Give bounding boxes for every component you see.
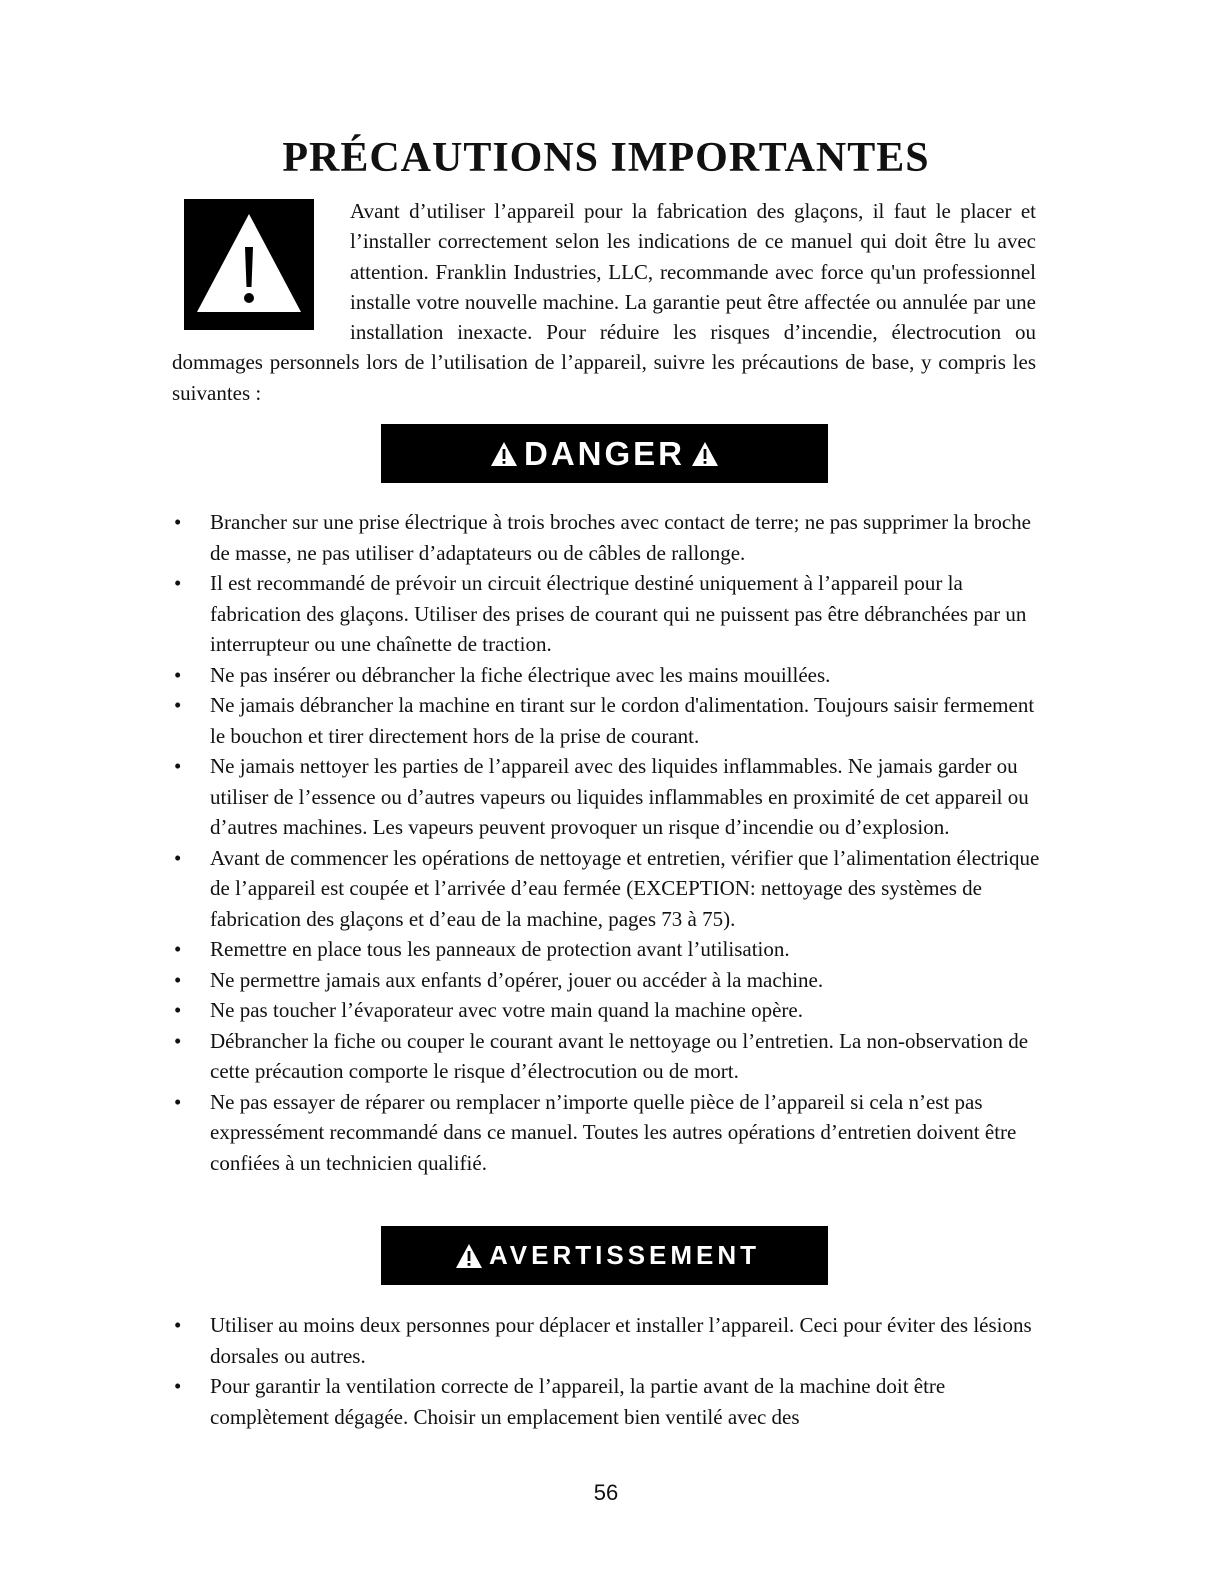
bullet-icon: • — [174, 1374, 182, 1398]
warning-list — [170, 1310, 1050, 1432]
list-item: • Avant de commencer les opérations de nettoyage et entretien, vérifier que l’alimentation électrique de l’appareil est coupée et l’arrivée d’eau fermée (EXCEPTION: nettoyage des systèmes de fabrication des glaçons et d’eau de la machine, pages 73 à 75). — [170, 843, 1050, 935]
bullet-icon: • — [174, 662, 182, 687]
warning-label: AVERTISSEMENT — [488, 1240, 761, 1270]
list-item: • Ne jamais débrancher la machine en tirant sur le cordon d'alimentation. Toujours saisir fermement le bouchon et tirer directement hors de la prise de courant. — [170, 690, 1050, 751]
list-item: • Ne pas toucher l’évaporateur avec votre main quand la machine opère. — [170, 995, 1050, 1026]
bullet-icon: • — [174, 1028, 182, 1053]
intro-paragraph — [172, 196, 1036, 408]
bullet-icon: • — [174, 754, 182, 778]
list-item: • Ne pas essayer de réparer ou remplacer n’importe quelle pièce de l’appareil si cela n’est pas expressément recommandé dans ce manuel. Toutes les autres opérations d’entretien doivent être confiées à un technicien qualifié. — [170, 1087, 1050, 1179]
list-item: • Brancher sur une prise électrique à trois broches avec contact de terre; ne pas supprimer la broche de masse, ne pas utiliser d’adaptateurs ou de câbles de rallonge. — [170, 507, 1050, 568]
warning-banner-icon — [455, 1243, 483, 1269]
bullet-icon: • — [174, 510, 182, 534]
list-item: • Débrancher la fiche ou couper le courant avant le nettoyage ou l’entretien. La non-observation de cette précaution comporte le risque d’électrocution ou de mort. — [170, 1026, 1050, 1087]
list-item: • Pour garantir la ventilation correcte de l’appareil, la partie avant de la machine doit être complètement dégagée. Choisir un emplacement bien ventilé avec des — [170, 1371, 1050, 1432]
page-title: PRÉCAUTIONS IMPORTANTES — [282, 135, 930, 181]
bullet-icon: • — [174, 1313, 182, 1337]
list-item: • Remettre en place tous les panneaux de protection avant l’utilisation. — [170, 934, 1050, 965]
bullet-icon: • — [174, 1089, 182, 1114]
danger-right-icon — [691, 441, 719, 467]
list-item: • Il est recommandé de prévoir un circuit électrique destiné uniquement à l’appareil pour la fabrication des glaçons. Utiliser des prises de courant qui ne puissent pas être débranchées par un interrupteur ou une chaînette de traction. — [170, 568, 1050, 660]
danger-banner — [381, 424, 828, 483]
list-item: • Ne permettre jamais aux enfants d’opérer, jouer ou accéder à la machine. — [170, 965, 1050, 996]
bullet-icon: • — [174, 967, 182, 992]
warning-banner — [381, 1226, 828, 1285]
list-item: • Ne jamais nettoyer les parties de l’appareil avec des liquides inflammables. Ne jamais garder ou utiliser de l’essence ou d’autres vapeurs ou liquides inflammables en proximité de cet appareil ou d’autres machines. Les vapeurs peuvent provoquer un risque d’incendie ou d’explosion. — [170, 751, 1050, 843]
bullet-icon: • — [174, 571, 182, 595]
danger-list — [170, 507, 1050, 1178]
bullet-icon: • — [174, 693, 182, 717]
intro-text: Avant d’utiliser l’appareil pour la fabrication des glaçons, il faut le placer et l’installer correctement selon les indications de ce manuel qui doit être lu avec attention. Franklin Industries, LLC, recommande avec force qu'un professionnel installe votre nouvelle machine. La garantie peut être affectée ou annulée par une installation inexacte. Pour réduire les risques d’incendie, électrocution ou dommages personnels lors de l’utilisation de l’appareil, suivre les précautions de base, y compris les suivantes : — [172, 199, 1036, 405]
bullet-icon: • — [174, 998, 182, 1022]
bullet-icon: • — [174, 937, 182, 961]
list-item: • Utiliser au moins deux personnes pour déplacer et installer l’appareil. Ceci pour éviter des lésions dorsales ou autres. — [170, 1310, 1050, 1371]
danger-label: DANGER — [523, 434, 685, 472]
list-item: • Ne pas insérer ou débrancher la fiche électrique avec les mains mouillées. — [170, 660, 1050, 691]
page-number: 56 — [593, 1480, 619, 1505]
danger-left-icon — [490, 441, 518, 467]
bullet-icon: • — [174, 845, 182, 870]
